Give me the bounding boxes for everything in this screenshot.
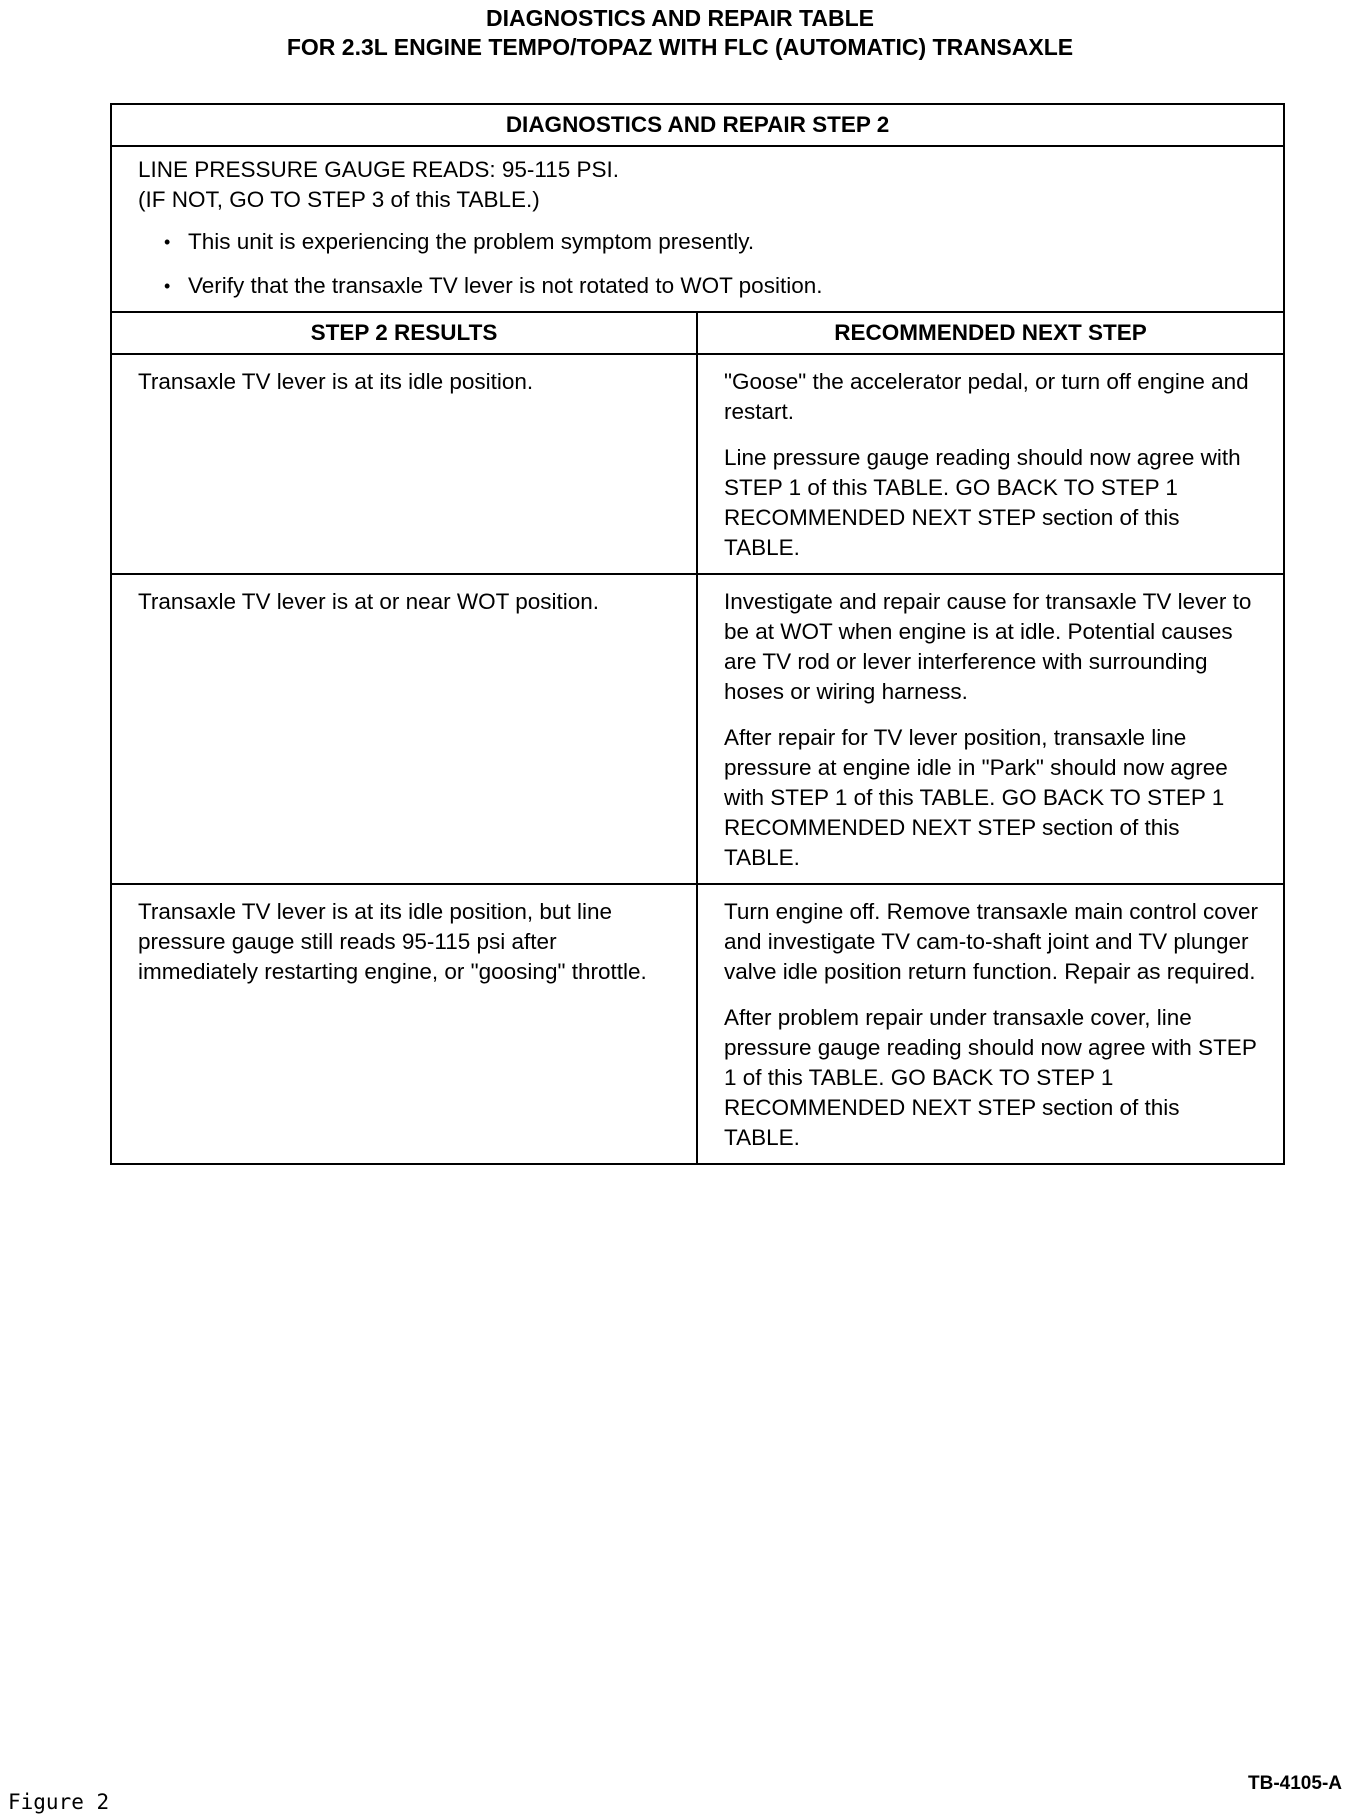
- step-condition: [111, 146, 1284, 312]
- table-row: [111, 884, 1284, 1164]
- condition-bullet-list: [138, 227, 1257, 301]
- condition-line-1: LINE PRESSURE GAUGE READS: 95-115 PSI.: [138, 157, 620, 182]
- title-line-1: DIAGNOSTICS AND REPAIR TABLE: [485, 5, 875, 31]
- bullet-icon: •: [164, 232, 171, 252]
- result-text: Transaxle TV lever is at or near WOT position.: [138, 589, 600, 614]
- step-heading: DIAGNOSTICS AND REPAIR STEP 2: [111, 104, 1284, 146]
- title-line-2: FOR 2.3L ENGINE TEMPO/TOPAZ WITH FLC (AUTOMATIC) TRANSAXLE: [286, 34, 1074, 60]
- result-text: Transaxle TV lever is at its idle position, but line pressure gauge still reads 95-115 psi after immediately restarting engine, or "goosing" throttle.: [138, 899, 647, 984]
- table-row: [111, 574, 1284, 884]
- document-title: [0, 4, 1360, 62]
- recommended-text: Line pressure gauge reading should now agree with STEP 1 of this TABLE. GO BACK TO STEP 1 RECOMMENDED NEXT STEP section of this TABLE.: [724, 445, 1241, 560]
- recommended-text: After repair for TV lever position, transaxle line pressure at engine idle in "Park" should now agree with STEP 1 of this TABLE. GO BACK TO STEP 1 RECOMMENDED NEXT STEP section of this TABLE.: [724, 725, 1228, 870]
- step-condition-row: [111, 146, 1284, 312]
- recommended-text: Turn engine off. Remove transaxle main control cover and investigate TV cam-to-shaft joint and TV plunger valve idle position return function. Repair as required.: [724, 899, 1259, 984]
- table-row: [111, 354, 1284, 574]
- column-header-recommended: RECOMMENDED NEXT STEP: [697, 312, 1284, 354]
- condition-line-2: (IF NOT, GO TO STEP 3 of this TABLE.): [138, 187, 540, 212]
- bullet-icon: •: [164, 276, 171, 296]
- result-text: Transaxle TV lever is at its idle position.: [138, 369, 534, 394]
- diagnostics-table: [110, 103, 1285, 1165]
- result-cell: [111, 574, 697, 884]
- bullet-text: This unit is experiencing the problem symptom presently.: [188, 229, 755, 254]
- bullet-item: [138, 227, 1257, 257]
- figure-caption: Figure 2: [8, 1790, 110, 1814]
- result-cell: [111, 354, 697, 574]
- bullet-item: [138, 271, 1257, 301]
- recommended-text: "Goose" the accelerator pedal, or turn off engine and restart.: [724, 369, 1249, 424]
- result-cell: [111, 884, 697, 1164]
- figure-id: TB-4105-A: [1248, 1773, 1342, 1794]
- recommended-cell: [697, 884, 1284, 1164]
- column-header-row: [111, 312, 1284, 354]
- recommended-cell: [697, 354, 1284, 574]
- column-header-results: STEP 2 RESULTS: [111, 312, 697, 354]
- recommended-text: After problem repair under transaxle cover, line pressure gauge reading should now agree with STEP 1 of this TABLE. GO BACK TO STEP 1 RECOMMENDED NEXT STEP section of this TABLE.: [724, 1005, 1257, 1150]
- step-heading-row: [111, 104, 1284, 146]
- recommended-text: Investigate and repair cause for transaxle TV lever to be at WOT when engine is at idle. Potential causes are TV rod or lever interference with surrounding hoses or wiring harness.: [724, 589, 1252, 704]
- recommended-cell: [697, 574, 1284, 884]
- bullet-text: Verify that the transaxle TV lever is not rotated to WOT position.: [188, 273, 823, 298]
